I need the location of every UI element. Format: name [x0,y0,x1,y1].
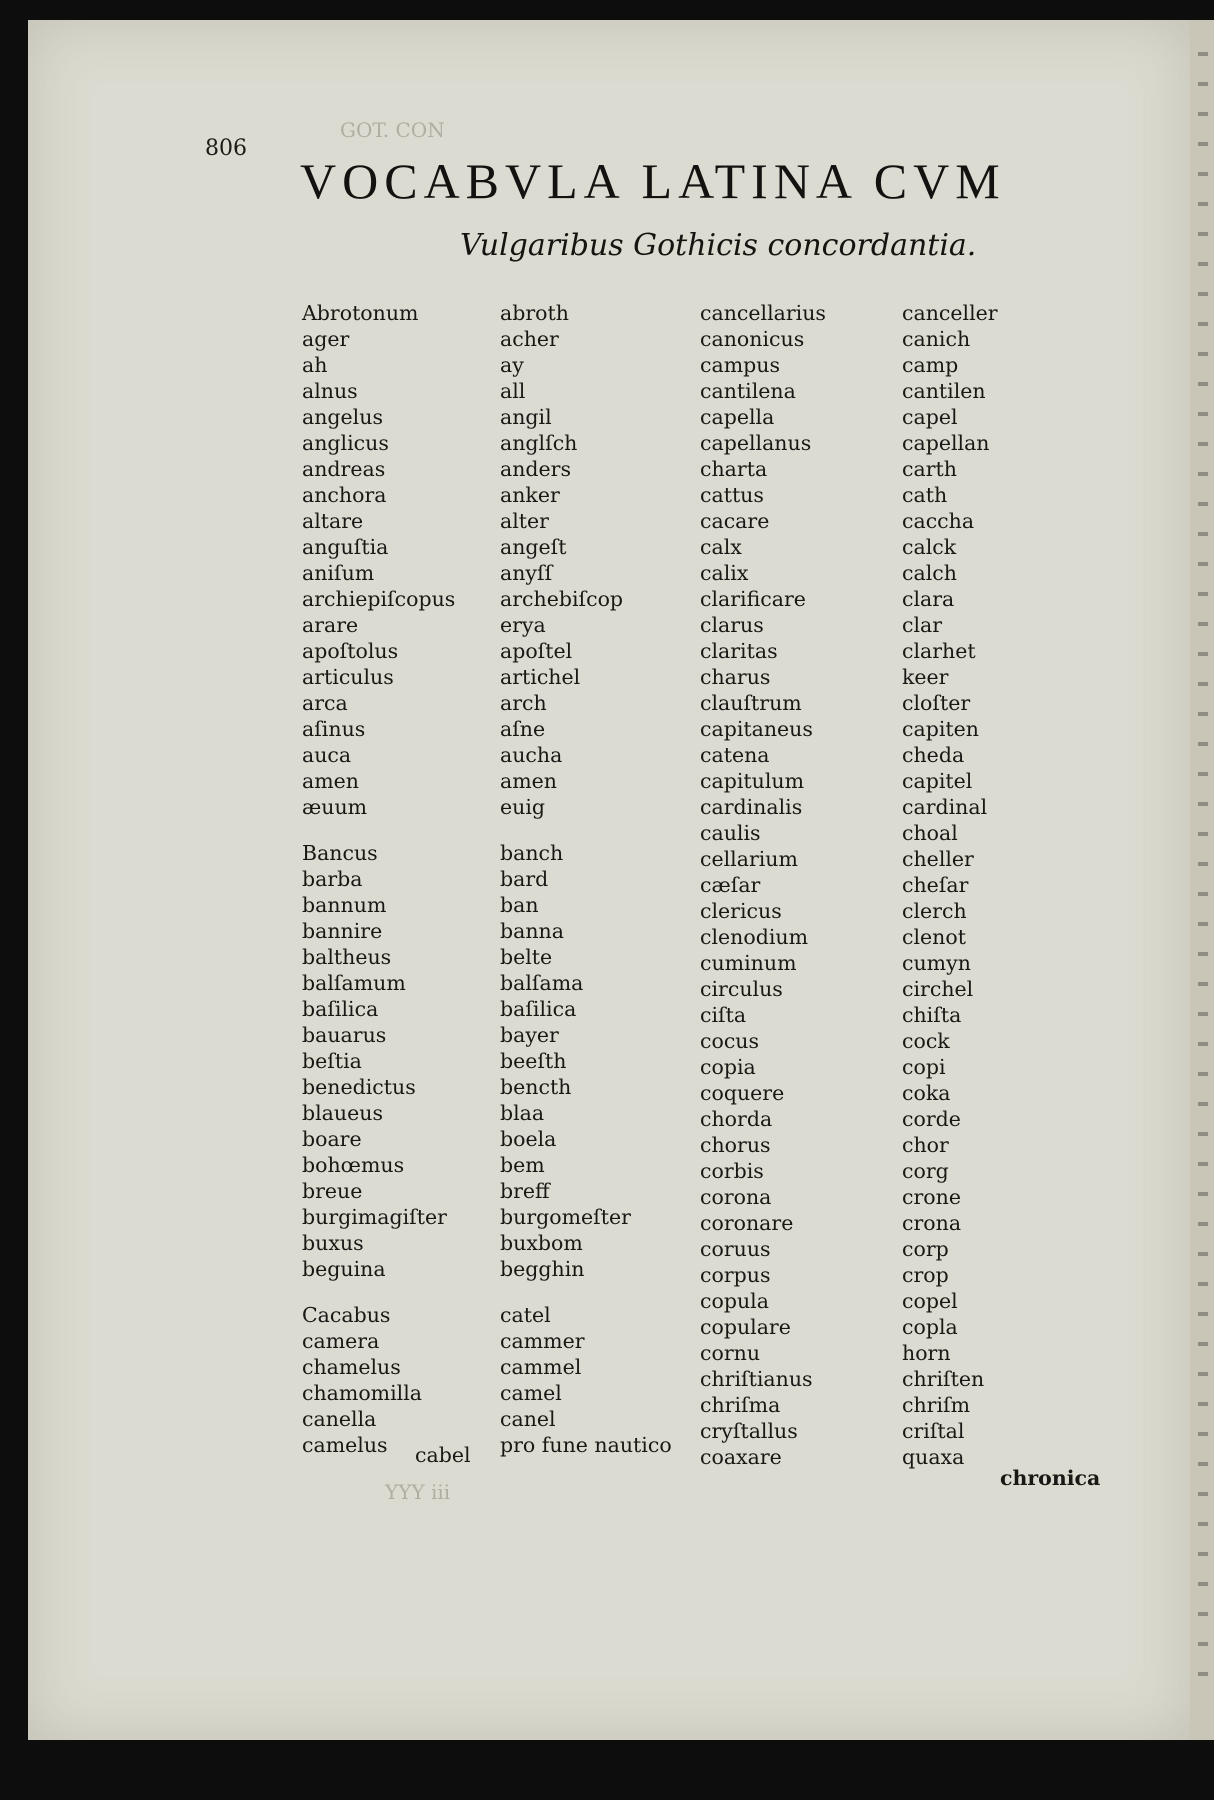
vocab-entry: cheda [902,743,965,767]
vocab-entry: boela [500,1127,557,1151]
vocab-entry: aucha [500,743,563,767]
vocab-entry: coka [902,1081,951,1105]
vocab-entry: belte [500,945,553,969]
vocab-entry: archebiſcop [500,587,624,611]
vocab-entry: chriſtianus [700,1367,813,1391]
word-cabel: cabel [415,1443,471,1467]
vocab-entry: blaa [500,1101,545,1125]
vocab-entry: quaxa [902,1445,965,1469]
vocab-entry: cardinalis [700,795,803,819]
vocab-entry: begghin [500,1257,585,1281]
page-subtitle: Vulgaribus Gothicis concordantia. [460,228,977,263]
vocab-entry: canonicus [700,327,805,351]
vocab-entry: anker [500,483,560,507]
vocab-entry: crone [902,1185,961,1209]
vocab-entry: claritas [700,639,778,663]
vocab-entry: angeſt [500,535,567,559]
page-title: VOCABVLA LATINA CVM [300,153,1006,209]
vocab-entry: circulus [700,977,783,1001]
vocab-entry: copulare [700,1315,791,1339]
vocab-entry: balſamum [302,971,406,995]
vocab-entry: chriſma [700,1393,781,1417]
vocab-entry: bem [500,1153,545,1177]
vocab-entry: beſtia [302,1049,362,1073]
vocab-entry: beguina [302,1257,386,1281]
vocab-entry: breff [500,1179,550,1203]
gothic-column-2 [902,300,1102,1470]
vocab-entry: Abrotonum [302,301,419,325]
vocab-entry: capella [700,405,775,429]
vocab-entry: buxus [302,1231,364,1255]
vocab-entry: arch [500,691,547,715]
vocab-entry: apoſtolus [302,639,399,663]
vocab-entry: bauarus [302,1023,387,1047]
vocab-entry: Cacabus [302,1303,391,1327]
vocab-entry: keer [902,665,949,689]
vocab-entry: canella [302,1407,377,1431]
vocab-entry: cantilen [902,379,986,403]
latin-column-1 [302,300,502,1458]
vocab-entry: calch [902,561,957,585]
section-gap [302,820,502,840]
vocab-entry: banna [500,919,564,943]
vocab-entry: archiepiſcopus [302,587,456,611]
word-chronica: chronica [1000,1466,1101,1490]
vocab-entry: ah [302,353,328,377]
vocab-entry: baſilica [500,997,577,1021]
vocab-entry: benedictus [302,1075,416,1099]
vocab-entry: capel [902,405,958,429]
vocab-entry: capitulum [700,769,805,793]
vocab-entry: clericus [700,899,782,923]
vocab-entry: cheller [902,847,974,871]
vocab-entry: chamomilla [302,1381,423,1405]
vocab-entry: chamelus [302,1355,401,1379]
vocab-entry: anglicus [302,431,389,455]
vocab-entry: copula [700,1289,769,1313]
vocab-entry: banch [500,841,564,865]
vocab-entry: cornu [700,1341,761,1365]
vocab-entry: cellarium [700,847,798,871]
vocab-entry: capellan [902,431,990,455]
vocab-entry: angelus [302,405,383,429]
vocab-entry: bohœmus [302,1153,405,1177]
vocab-entry: caulis [700,821,761,845]
vocab-entry: cammer [500,1329,585,1353]
vocab-entry: corg [902,1159,949,1183]
vocab-entry: ciſta [700,1003,747,1027]
vocab-entry: ager [302,327,350,351]
vocab-entry: cock [902,1029,950,1053]
vocab-entry: corp [902,1237,949,1261]
vocab-entry: abroth [500,301,569,325]
vocab-entry: capitaneus [700,717,813,741]
vocab-entry: coquere [700,1081,785,1105]
vocab-entry: clara [902,587,955,611]
vocab-entry: corbis [700,1159,764,1183]
vocab-entry: clenodium [700,925,809,949]
vocab-entry: choal [902,821,958,845]
vocab-entry: angil [500,405,552,429]
vocab-entry: alter [500,509,549,533]
vocab-entry: circhel [902,977,974,1001]
vocab-entry: Bancus [302,841,378,865]
vocab-entry: cattus [700,483,764,507]
vocab-entry: chorda [700,1107,773,1131]
vocab-entry: barba [302,867,363,891]
vocab-entry: clar [902,613,943,637]
vocab-entry: artichel [500,665,581,689]
vocab-entry: cantilena [700,379,796,403]
vocab-entry: apoſtel [500,639,573,663]
vocab-entry: chiſta [902,1003,962,1027]
vocab-entry: bard [500,867,549,891]
page-number: 806 [205,136,247,161]
vocab-entry: arca [302,691,348,715]
vocab-entry: bencth [500,1075,572,1099]
vocab-entry: anchora [302,483,387,507]
vocab-entry: coaxare [700,1445,782,1469]
vocab-entry: catena [700,743,770,767]
vocab-entry: cheſar [902,873,969,897]
vocab-entry: clenot [902,925,966,949]
vocab-entry: corona [700,1185,772,1209]
vocab-entry: cryſtallus [700,1419,798,1443]
vocab-entry: erya [500,613,546,637]
vocab-entry: cæſar [700,873,761,897]
vocab-entry: coruus [700,1237,771,1261]
vocab-entry: anglſch [500,431,578,455]
vocab-entry: aniſum [302,561,375,585]
vocab-entry: copia [700,1055,756,1079]
vocab-entry: boare [302,1127,362,1151]
vocab-entry: chriſm [902,1393,971,1417]
vocab-entry: canich [902,327,971,351]
vocab-entry: camelus [302,1433,388,1457]
vocab-entry: cath [902,483,948,507]
vocab-entry: clarus [700,613,764,637]
vocab-entry: amen [500,769,557,793]
vocab-entry: amen [302,769,359,793]
vocab-entry: cammel [500,1355,582,1379]
vocab-entry: anguſtia [302,535,389,559]
vocab-entry: capellanus [700,431,812,455]
vocab-entry: canel [500,1407,556,1431]
vocab-entry: corde [902,1107,961,1131]
section-gap [302,1282,502,1302]
vocab-entry: calix [700,561,749,585]
vocab-entry: andreas [302,457,386,481]
vocab-entry: pro fune nautico [500,1433,672,1457]
vocab-entry: caccha [902,509,975,533]
vocab-entry: arare [302,613,359,637]
bleed-through-signature: YYY iii [385,1480,451,1504]
section-gap [500,1282,700,1302]
vocab-entry: clarhet [902,639,976,663]
vocab-entry: chorus [700,1133,771,1157]
vocab-entry: camp [902,353,959,377]
vocab-entry: buxbom [500,1231,583,1255]
vocab-entry: capiten [902,717,979,741]
vocab-entry: baltheus [302,945,392,969]
vocab-entry: canceller [902,301,998,325]
vocab-entry: charus [700,665,771,689]
vocab-entry: baſilica [302,997,379,1021]
next-page-text-strip [1198,40,1208,1700]
vocab-entry: bayer [500,1023,559,1047]
vocab-entry: acher [500,327,559,351]
vocab-entry: euig [500,795,546,819]
vocab-entry: cocus [700,1029,760,1053]
vocab-entry: campus [700,353,780,377]
vocab-entry: aſinus [302,717,366,741]
vocab-entry: bannum [302,893,387,917]
vocab-entry: auca [302,743,352,767]
vocab-entry: burgomeſter [500,1205,631,1229]
vocab-entry: criſtal [902,1419,965,1443]
vocab-entry: capitel [902,769,973,793]
vocab-entry: calck [902,535,957,559]
vocab-entry: coronare [700,1211,794,1235]
vocab-entry: altare [302,509,364,533]
vocab-entry: corpus [700,1263,771,1287]
vocab-entry: articulus [302,665,394,689]
vocab-entry: catel [500,1303,551,1327]
vocab-entry: charta [700,457,768,481]
vocab-entry: crona [902,1211,962,1235]
vocab-entry: calx [700,535,742,559]
vocab-entry: cancellarius [700,301,826,325]
bleed-through-header: GOT. CON [340,118,445,142]
vocab-entry: breue [302,1179,363,1203]
vocab-entry: cumyn [902,951,971,975]
section-gap [500,820,700,840]
latin-column-2 [700,300,900,1470]
vocab-entry: copel [902,1289,958,1313]
vocab-entry: camel [500,1381,562,1405]
vocab-entry: crop [902,1263,949,1287]
vocab-entry: camera [302,1329,380,1353]
vocab-entry: balſama [500,971,584,995]
vocab-entry: cardinal [902,795,988,819]
vocab-entry: clauſtrum [700,691,802,715]
vocab-entry: chor [902,1133,949,1157]
vocab-entry: copi [902,1055,946,1079]
vocab-entry: burgimagiſter [302,1205,447,1229]
gothic-column-1 [500,300,700,1458]
vocab-entry: blaueus [302,1101,383,1125]
vocab-entry: ay [500,353,524,377]
vocab-entry: carth [902,457,957,481]
vocab-entry: clarificare [700,587,806,611]
vocab-entry: alnus [302,379,358,403]
vocab-entry: aſne [500,717,546,741]
vocab-entry: chriſten [902,1367,985,1391]
vocab-entry: clerch [902,899,967,923]
vocab-entry: all [500,379,526,403]
vocab-entry: anyſſ [500,561,553,585]
vocab-entry: beeſth [500,1049,567,1073]
vocab-entry: horn [902,1341,951,1365]
vocab-entry: ban [500,893,539,917]
vocab-entry: æuum [302,795,368,819]
vocab-entry: copla [902,1315,958,1339]
vocab-entry: anders [500,457,571,481]
vocab-entry: cuminum [700,951,797,975]
vocab-entry: cloſter [902,691,971,715]
vocab-entry: cacare [700,509,770,533]
vocab-entry: bannire [302,919,383,943]
